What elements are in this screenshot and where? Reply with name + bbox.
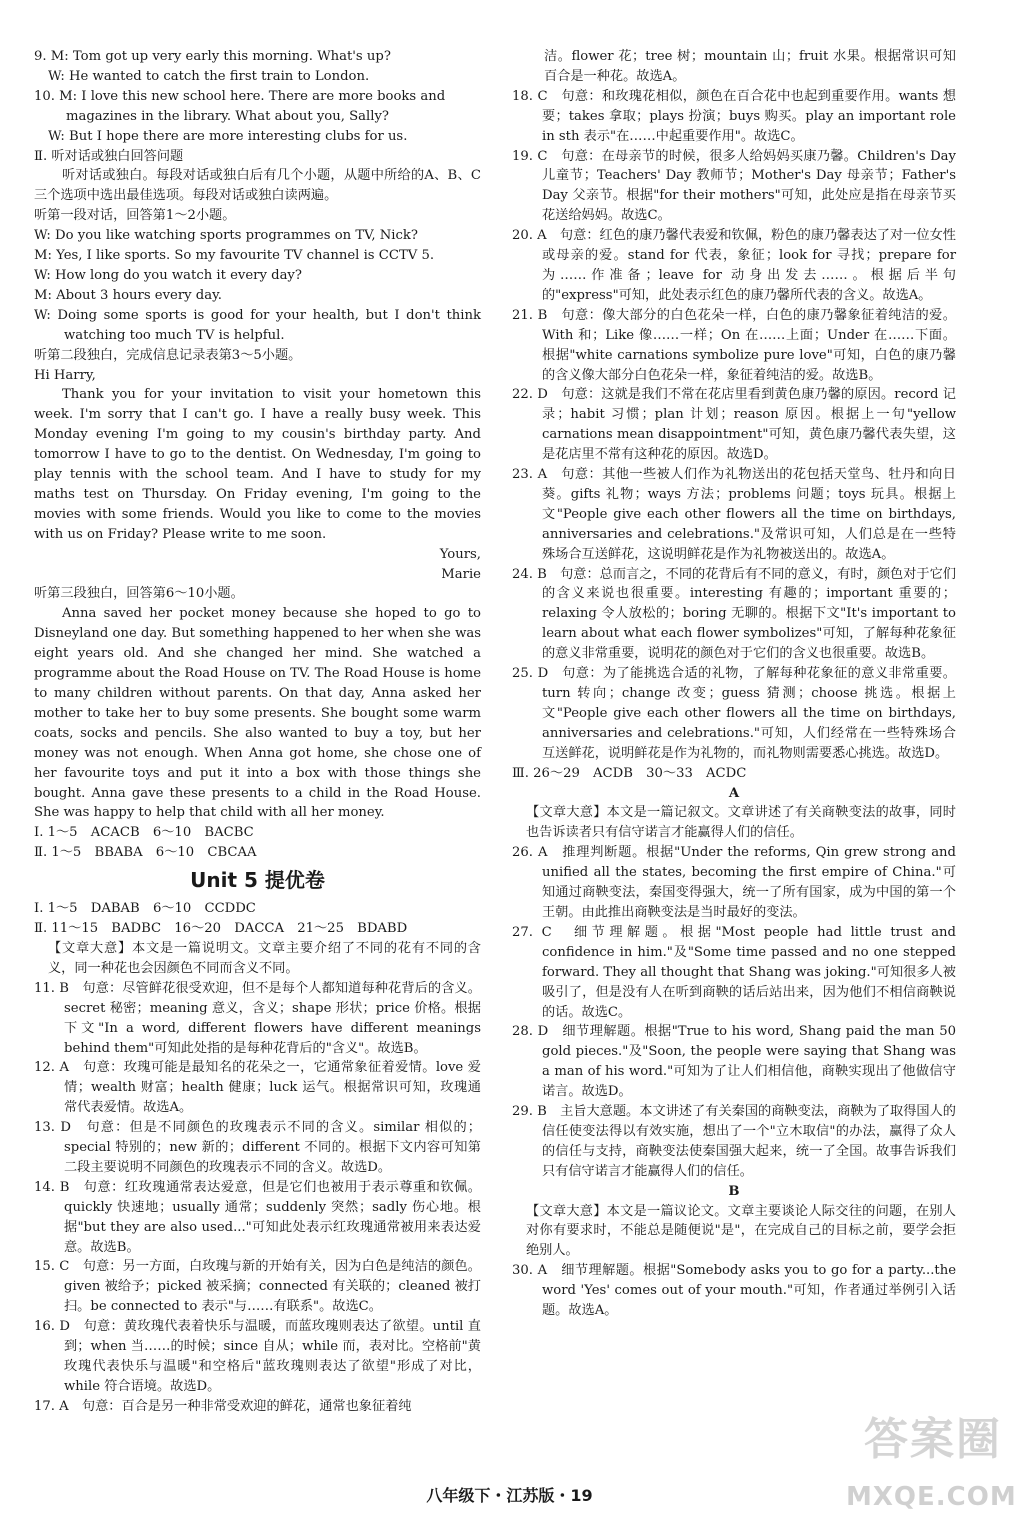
text-line: Ⅰ. 1～5 DABAB 6～10 CCDDC	[34, 901, 256, 917]
watermark-url: MXQE.COM	[846, 1482, 1017, 1512]
text-line: 【文章大意】本文是一篇议论文。文章主要谈论人际交往的问题，在别人对你有要求时，不能总是随便说"是"，在完成自己的目标之前，要学会拒绝别人。	[526, 1203, 956, 1259]
text-line: 洁。flower 花；tree 树；mountain 山；fruit 水果。根据常识可知百合是一种花。故选A。	[544, 49, 956, 84]
passage-label: B	[728, 1183, 740, 1199]
text-line: M: Yes, I like sports. So my favourite TV channel is CCTV 5.	[34, 248, 435, 264]
text-line: M: About 3 hours every day.	[34, 287, 222, 303]
text-line: Anna saved her pocket money because she hoped to go to Disneyland one day. But something happened to her when she was eight years old. And she changed her mind. She watched a programme about the Road House on TV. The Road House is home to many children without parents. On that day, Anna asked her mother to take her to buy some presents. She bought some warm coats, socks and pencils. She also wanted to buy a toy, but her money was not enough. When Anna got home, she chose one of her favourite toys and put it into a box with those things she bought. Anna gave these presents to a child in the Road House. She was happy to help that child with all her money.	[34, 606, 481, 821]
text-line: 15. C 句意：另一方面，白玫瑰与新的开始有关，因为白色是纯洁的颜色。given 被给予；picked 被采摘；connected 有关联的；cleaned 被打扫。be connected to 表示"与……有联系"。故选C。	[34, 1259, 481, 1315]
text-line: 16. D 句意：黄玫瑰代表着快乐与温暖，而蓝玫瑰则表达了欲望。until 直到；when 当……的时候；since 自从；while 而，表对比。空格前"黄玫瑰代表快乐与温暖"和空格后"蓝玫瑰则表达了欲望"形成了对比，while 符合语境。故选D。	[34, 1319, 481, 1394]
text-line: 【文章大意】本文是一篇说明文。文章主要介绍了不同的花有不同的含义，同一种花也会因颜色不同而含义不同。	[48, 940, 481, 976]
text-line: 9. M: Tom got up very early this morning. What's up?	[34, 49, 391, 64]
text-line: 28. D 细节理解题。根据"True to his word, Shang paid the man 50 gold pieces."及"Soon, the people were saying that Shang was a man of his word."可知为了让人们相信他，商鞅实现出了他做信守诺言。故选D。	[512, 1024, 956, 1100]
text-line: W: But I hope there are more interesting clubs for us.	[48, 128, 408, 144]
text-line: W: He wanted to catch the first train to London.	[48, 68, 370, 84]
watermark-logo: 答案圈	[864, 1414, 1002, 1465]
text-line: 27. C 细节理解题。根据"Most people had little trust and confidence in him."及"Some time passed and no one stepped forward. They all thought that Shang was joking."可知很多人被吸引了，但是没有人在听到商鞅的话后站出来，因为他们不相信商鞅说的话。故选C。	[512, 924, 956, 1020]
text-line: 18. C 句意：和玫瑰花相似，颜色在百合花中也起到重要作用。wants 想要；takes 拿取；plays 扮演；buys 购买。play an important role in sth 表示"在……中起重要作用"。故选C。	[512, 88, 956, 144]
text-line: 24. B 句意：总而言之，不同的花背后有不同的意义，有时，颜色对于它们的含义来说也很重要。interesting 有趣的；important 重要的；relaxing 令人放松的；boring 无聊的。根据下文"It's important to learn about what each flower symbolizes"可知，了解每种花象征的意义非常重要，说明花的颜色对于它们的含义也很重要。故选B。	[512, 566, 956, 662]
text-line: magazines in the library. What about you, Sally?	[66, 108, 389, 124]
text-line: 10. M: I love this new school here. There are more books and	[34, 88, 446, 104]
text-line: Ⅱ. 听对话或独白回答问题	[34, 148, 184, 164]
text-line: Ⅲ. 26～29 ACDB 30～33 ACDC	[512, 765, 747, 781]
text-line: 26. A 推理判断题。根据"Under the reforms, Qin grew strong and unified all the states, becoming the first empire of China."可知通过商鞅变法，秦国变得强大，统一了所有国家，成为中国的第一个王朝。由此推出商鞅变法是当时最好的变法。	[512, 845, 956, 920]
text-line: Marie	[441, 566, 481, 582]
left-column	[34, 47, 481, 1417]
text-line: Yours,	[439, 546, 481, 562]
watermark	[838, 1414, 1017, 1526]
text-line: 21. B 句意：像大部分的白色花朵一样，白色的康乃馨象征着纯洁的爱。With 和；Like 像……一样；On 在……上面；Under 在……下面。根据"white carnations symbolize pure love"可知，白色的康乃馨的含义像大部分白色花朵一样，象征着纯洁的爱。故选B。	[512, 307, 956, 383]
text-line: 20. A 句意：红色的康乃馨代表爱和钦佩，粉色的康乃馨表达了对一位女性或母亲的爱。stand for 代表，象征；look for 寻找；prepare for 为……作准备；leave for 动身出发去……。根据后半句的"express"可知，此处表示红色的康乃馨所代表的含义。故选A。	[512, 228, 956, 303]
page-footer: 八年级下・江苏版・19	[426, 1486, 593, 1505]
text-line: Thank you for your invitation to visit your hometown this week. I'm sorry that I can't go. I have a really busy week. This Monday evening I'm going to my cousin's birthday party. And tomorrow I have to go to the dentist. On Wednesday, I'm going to play tennis with the school team. And I have to study for my maths test on Thursday. On Friday evening, I'm going to the movies with some friends. Would you like to come to the movies with us on Friday? Please write to me soon.	[34, 387, 481, 542]
passage-label: A	[728, 785, 740, 801]
section-title: Unit 5 提优卷	[190, 868, 325, 893]
text-line: 29. B 主旨大意题。本文讲述了有关秦国的商鞅变法，商鞅为了取得国人的信任使变法得以有效实施，想出了一个"立木取信"的办法，赢得了众人的信任与支持，商鞅变法使秦国强大起来，统一了全国。故事告诉我们只有信守诺言才能赢得人们的信任。	[512, 1104, 956, 1179]
right-column	[512, 47, 956, 1321]
text-line: Ⅱ. 11～15 BADBC 16～20 DACCA 21～25 BDABD	[34, 921, 408, 937]
text-line: 11. B 句意：尽管鲜花很受欢迎，但不是每个人都知道每种花背后的含义。secret 秘密；meaning 意义，含义；shape 形状；price 价格。根据下文"In a word, different flowers have different meanings behind them"可知此处指的是每种花背后的"含义"。故选B。	[34, 980, 481, 1056]
text-line: 14. B 句意：红玫瑰通常表达爱意，但是它们也被用于表示尊重和钦佩。quickly 快速地；usually 通常；suddenly 突然；sadly 伤心地。根据"but they are also used..."可知此处表示红玫瑰通常被用来表达爱意。故选B。	[34, 1179, 481, 1255]
text-line: 19. C 句意：在母亲节的时候，很多人给妈妈买康乃馨。Children's Day 儿童节；Teachers' Day 教师节；Mother's Day 母亲节；Father's Day 父亲节。根据"for their mothers"可知，此处应是指在母亲节买花送给妈妈。故选C。	[512, 148, 956, 224]
text-line: 【文章大意】本文是一篇记叙文。文章讲述了有关商鞅变法的故事，同时也告诉读者只有信守诺言才能赢得人们的信任。	[526, 805, 956, 841]
text-line: Ⅰ. 1～5 ACACB 6～10 BACBC	[34, 825, 254, 841]
text-line: 12. A 句意：玫瑰可能是最知名的花朵之一，它通常象征着爱情。love 爱情；wealth 财富；health 健康；luck 运气。根据常识可知，玫瑰通常代表爱情。故选A。	[34, 1060, 481, 1116]
text-line: 23. A 句意：其他一些被人们作为礼物送出的花包括天堂鸟、牡丹和向日葵。gifts 礼物；ways 方法；problems 问题；toys 玩具。根据上文"People give each other flowers all the time on birthdays, anniversaries and celebrations."及常识可知，人们总是在一些特殊场合互送鲜花，这说明鲜花是作为礼物被送出的。故选A。	[512, 467, 956, 562]
text-line: 听对话或独白。每段对话或独白后有几个小题，从题中所给的A、B、C三个选项中选出最佳选项。每段对话或独白读两遍。	[34, 168, 481, 204]
text-line: Ⅱ. 1～5 BBABA 6～10 CBCAA	[34, 845, 257, 861]
text-line: W: How long do you watch it every day?	[34, 267, 302, 283]
text-line: Hi Harry,	[34, 367, 96, 383]
text-line: W: Do you like watching sports programmes on TV, Nick?	[34, 228, 418, 244]
text-line: 22. D 句意：这就是我们不常在花店里看到黄色康乃馨的原因。record 记录；habit 习惯；plan 计划；reason 原因。根据上一句"yellow carnations mean disappointment"可知，黄色康乃馨代表失望，这是花店里不常有这种花的原因。故选D。	[512, 387, 956, 463]
text-line: W: Doing some sports is good for your health, but I don't think watching too much TV is helpful.	[34, 307, 481, 343]
text-line: 17. A 句意：百合是另一种非常受欢迎的鲜花，通常也象征着纯	[34, 1398, 412, 1414]
text-line: 听第二段独白，完成信息记录表第3～5小题。	[34, 347, 302, 363]
text-line: 30. A 细节理解题。根据"Somebody asks you to go for a party...the word 'Yes' comes out of your mouth."可知，作者通过举例引入话题。故选A。	[512, 1263, 956, 1319]
text-line: 25. D 句意：为了能挑选合适的礼物，了解每种花象征的意义非常重要。turn 转向；change 改变；guess 猜测；choose 挑选。根据上文"People give each other flowers all the time on birthdays, anniversaries and celebrations."可知，人们经常在一些特殊场合互送鲜花，说明鲜花是作为礼物的，而礼物则需要悉心挑选。故选D。	[512, 666, 956, 761]
text-line: 听第三段独白，回答第6～10小题。	[34, 586, 244, 602]
text-line: 听第一段对话，回答第1～2小题。	[34, 208, 236, 224]
text-line: 13. D 句意：但是不同颜色的玫瑰表示不同的含义。similar 相似的；special 特别的；new 新的；different 不同的。根据下文内容可知第二段主要说明不同颜色的玫瑰表示不同的含义。故选D。	[34, 1120, 481, 1175]
